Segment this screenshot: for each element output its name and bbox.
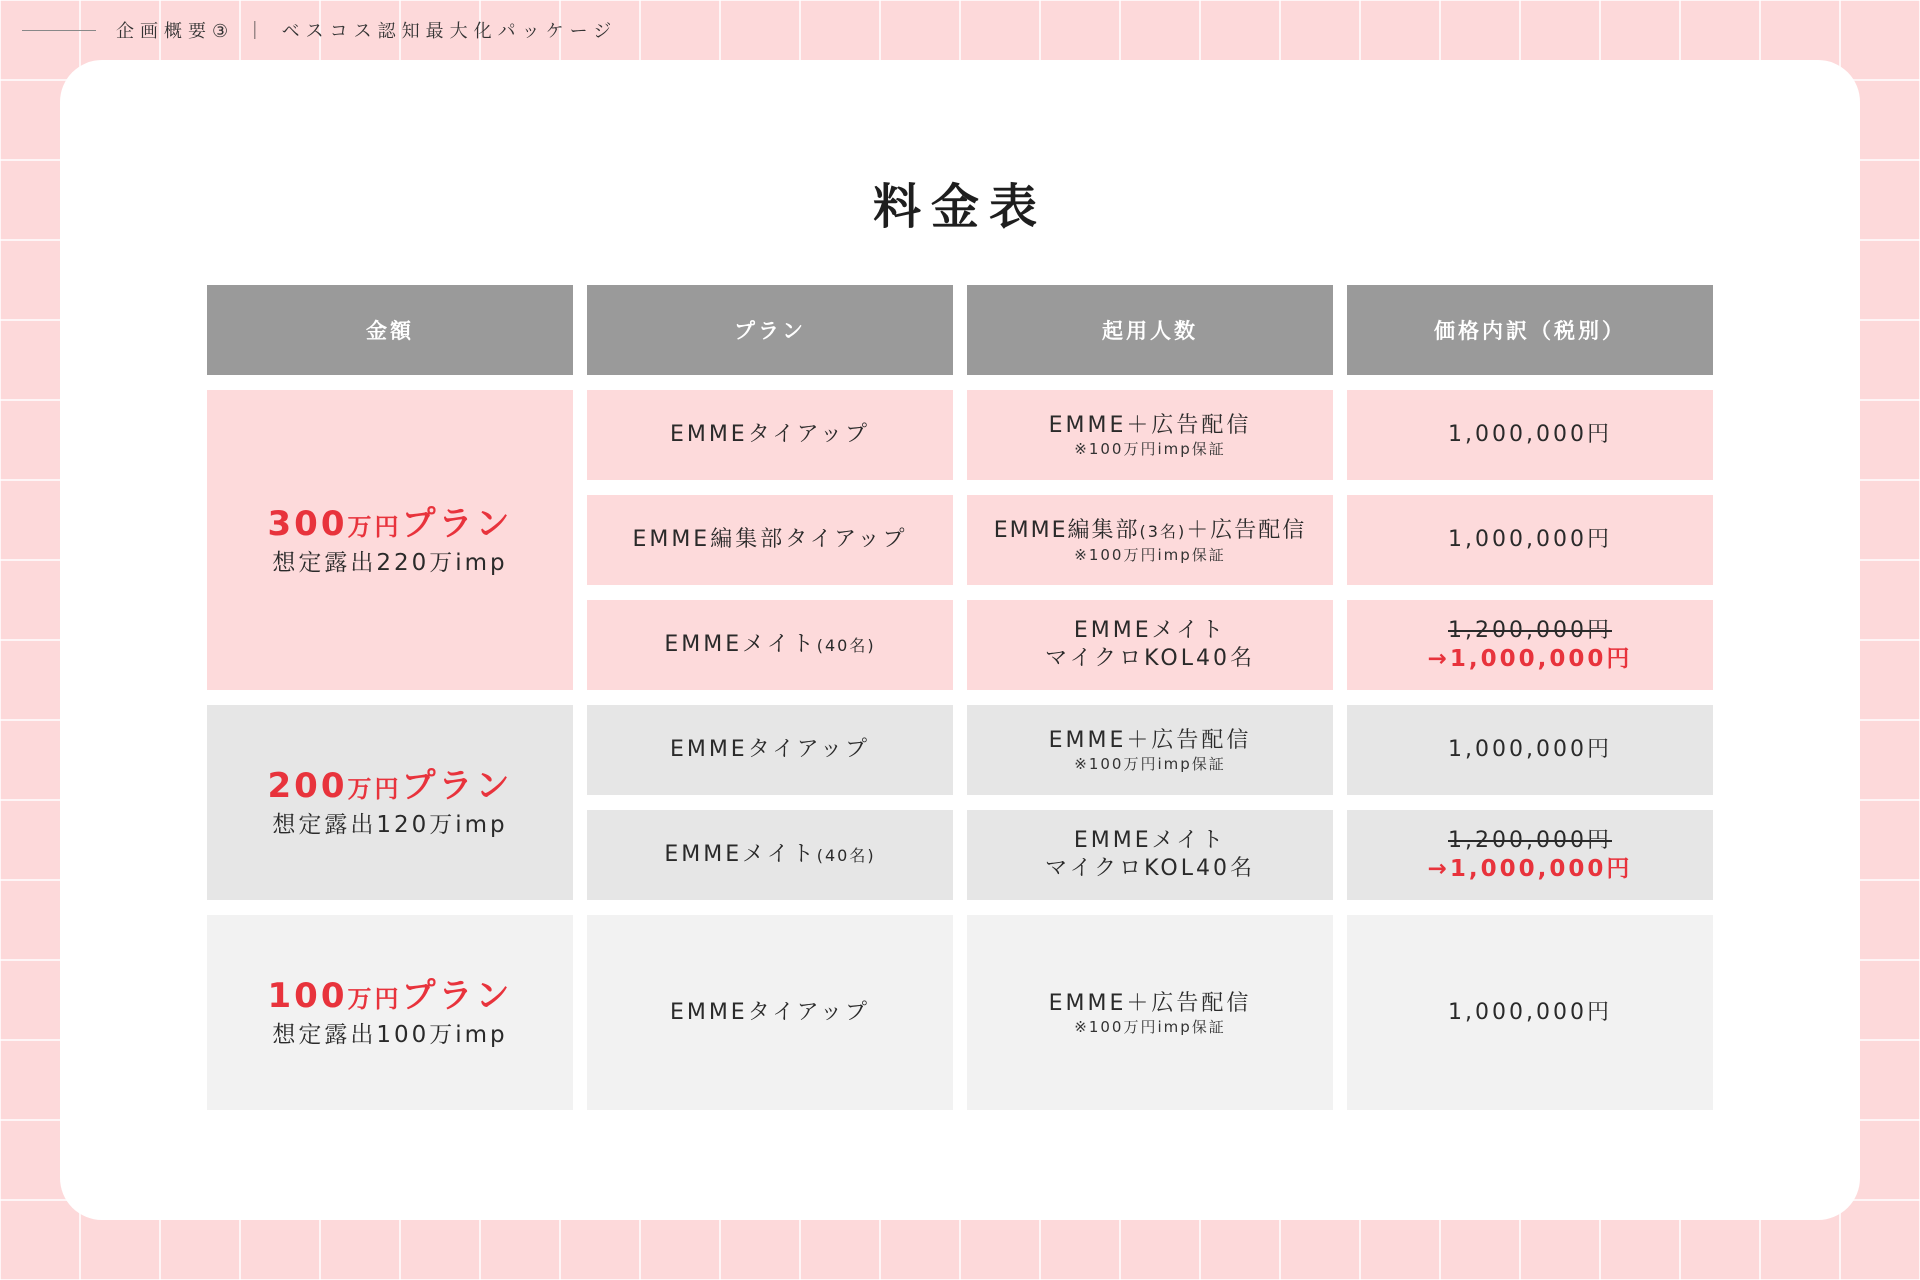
table-row-plan: EMMEメイト(40名) bbox=[587, 600, 953, 690]
table-row-price: 1,000,000円 bbox=[1347, 705, 1713, 795]
column-header-amount: 金額 bbox=[207, 285, 573, 375]
plan-title: 300万円プラン bbox=[267, 503, 513, 544]
plan-exposure: 想定露出100万imp bbox=[272, 1022, 508, 1048]
table-row-price: 1,000,000円 bbox=[1347, 915, 1713, 1110]
plan-exposure: 想定露出120万imp bbox=[272, 812, 508, 838]
breadcrumb: 企画概要③ ｜ ベスコス認知最大化パッケージ bbox=[116, 21, 618, 42]
table-row-plan: EMMEタイアップ bbox=[587, 390, 953, 480]
discount-price: →1,000,000円 bbox=[1427, 856, 1633, 882]
old-price: 1,200,000円 bbox=[1448, 618, 1612, 643]
plan-cell-300 bbox=[207, 390, 573, 690]
plan-title: 100万円プラン bbox=[267, 976, 513, 1016]
discount-price: →1,000,000円 bbox=[1427, 646, 1633, 672]
table-row-staff: EMME＋広告配信 ※100万円imp保証 bbox=[967, 390, 1333, 480]
plan-title: 200万円プラン bbox=[267, 766, 513, 806]
table-row-staff: EMME＋広告配信 ※100万円imp保証 bbox=[967, 915, 1333, 1110]
table-row-staff: EMME＋広告配信 ※100万円imp保証 bbox=[967, 705, 1333, 795]
table-row-staff: EMME編集部(3名)＋広告配信 ※100万円imp保証 bbox=[967, 495, 1333, 585]
table-row-price bbox=[1347, 810, 1713, 900]
column-header-plan: プラン bbox=[587, 285, 953, 375]
table-row-staff: EMMEメイト マイクロKOL40名 bbox=[967, 600, 1333, 690]
table-row-price: 1,000,000円 bbox=[1347, 495, 1713, 585]
page-title: 料金表 bbox=[872, 179, 1047, 235]
table-row-plan: EMMEタイアップ bbox=[587, 915, 953, 1110]
table-row-plan: EMMEメイト(40名) bbox=[587, 810, 953, 900]
old-price: 1,200,000円 bbox=[1448, 828, 1612, 853]
plan-cell-100 bbox=[207, 915, 573, 1110]
plan-exposure: 想定露出220万imp bbox=[272, 549, 508, 576]
table-row-plan: EMME編集部タイアップ bbox=[587, 495, 953, 585]
column-header-staff: 起用人数 bbox=[967, 285, 1333, 375]
header-rule bbox=[22, 30, 96, 31]
table-row-plan: EMMEタイアップ bbox=[587, 705, 953, 795]
column-header-price: 価格内訳（税別） bbox=[1347, 285, 1713, 375]
plan-cell-200 bbox=[207, 705, 573, 900]
top-bar bbox=[0, 0, 900, 60]
table-row-price bbox=[1347, 600, 1713, 690]
table-row-staff: EMMEメイト マイクロKOL40名 bbox=[967, 810, 1333, 900]
table-row-price: 1,000,000円 bbox=[1347, 390, 1713, 480]
